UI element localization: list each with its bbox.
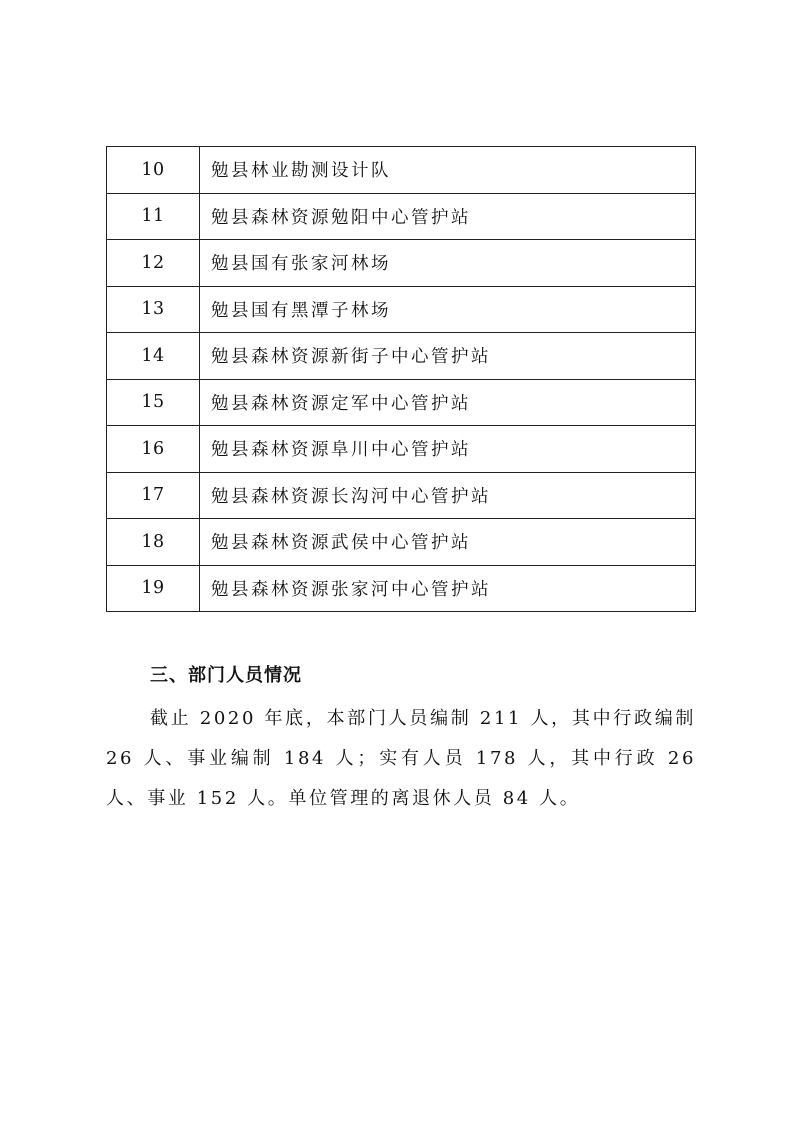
table-row	[107, 519, 696, 566]
unit-name: 勉县森林资源定军中心管护站	[200, 379, 696, 426]
row-number: 14	[107, 333, 200, 380]
section-heading: 三、部门人员情况	[150, 665, 302, 686]
table-row	[107, 565, 696, 612]
unit-name: 勉县森林资源新街子中心管护站	[200, 333, 696, 380]
table-row	[107, 240, 696, 287]
row-number: 13	[107, 286, 200, 333]
unit-name: 勉县森林资源长沟河中心管护站	[200, 472, 696, 519]
table-row	[107, 193, 696, 240]
unit-name: 勉县森林资源勉阳中心管护站	[200, 193, 696, 240]
unit-name: 勉县国有张家河林场	[200, 240, 696, 287]
table-row	[107, 426, 696, 473]
table-row	[107, 379, 696, 426]
table-row	[107, 286, 696, 333]
units-table	[106, 146, 696, 612]
unit-name: 勉县森林资源阜川中心管护站	[200, 426, 696, 473]
unit-name: 勉县森林资源张家河中心管护站	[200, 565, 696, 612]
row-number: 16	[107, 426, 200, 473]
row-number: 11	[107, 193, 200, 240]
row-number: 12	[107, 240, 200, 287]
staffing-paragraph: 截止 2020 年底，本部门人员编制 211 人，其中行政编制 26 人、事业编制 184 人；实有人员 178 人，其中行政 26 人、事业 152 人。单位管理的离退休人员 84 人。	[106, 708, 696, 809]
unit-name: 勉县森林资源武侯中心管护站	[200, 519, 696, 566]
table-row	[107, 147, 696, 194]
unit-name: 勉县林业勘测设计队	[200, 147, 696, 194]
row-number: 19	[107, 565, 200, 612]
table-row	[107, 333, 696, 380]
unit-name: 勉县国有黑潭子林场	[200, 286, 696, 333]
table-row	[107, 472, 696, 519]
row-number: 18	[107, 519, 200, 566]
row-number: 15	[107, 379, 200, 426]
row-number: 10	[107, 147, 200, 194]
row-number: 17	[107, 472, 200, 519]
